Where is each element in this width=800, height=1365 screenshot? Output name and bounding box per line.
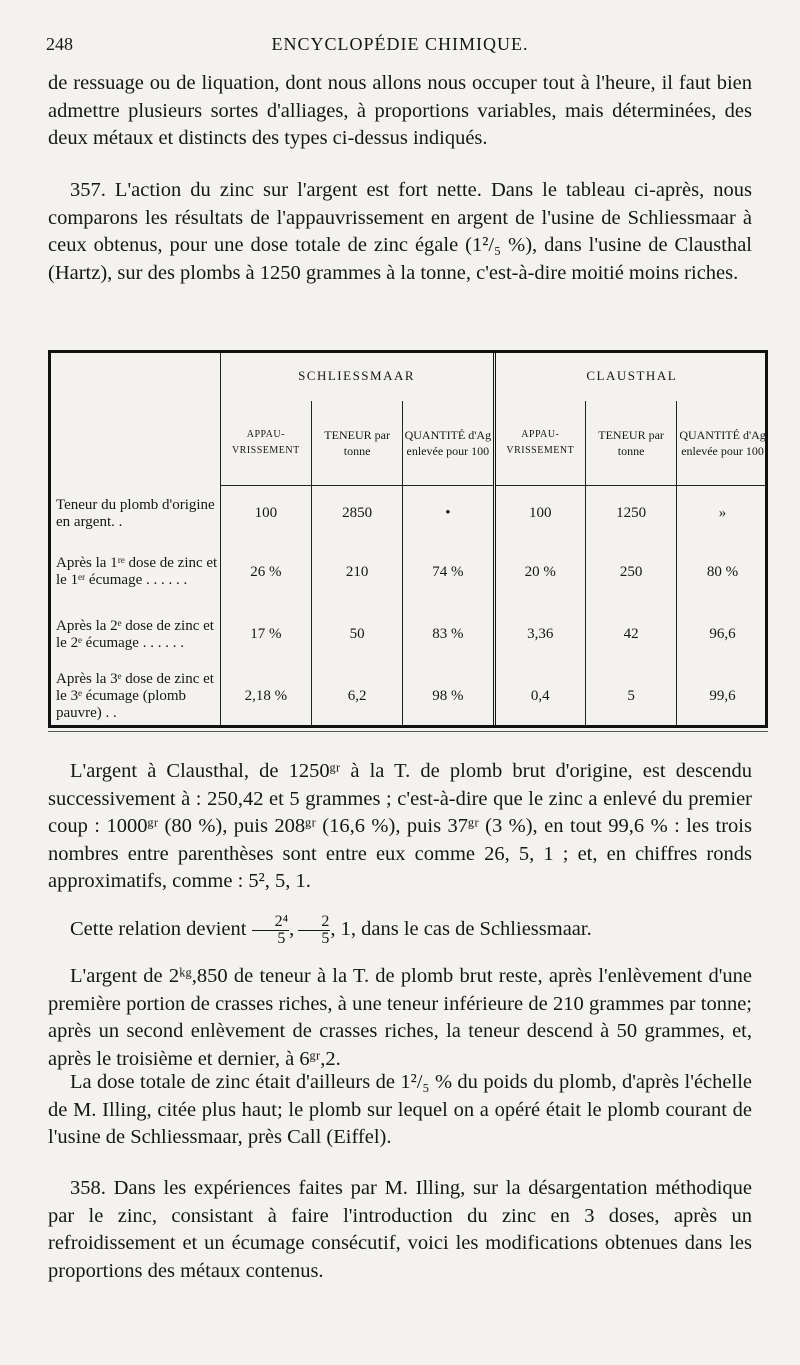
table-cell: 1250 xyxy=(586,486,677,542)
paragraph-4: Cette relation devient $\frac{\text{2⁴}}{5}$ , $\frac{2}{5}$ , 1, dans le cas de Schliessmaar. xyxy=(70,913,592,947)
table-cell: 250 xyxy=(586,541,677,603)
relation-line xyxy=(48,914,752,947)
col-header: APPAU-VRISSEMENT xyxy=(494,401,586,485)
table-cell: 42 xyxy=(586,604,677,666)
fraction-2 xyxy=(298,914,330,947)
table-cell: • xyxy=(403,486,494,542)
col-header: QUANTITÉ d'Ag enlevée pour 100 xyxy=(403,401,494,485)
table-cell: 98 % xyxy=(403,666,494,728)
paragraph-6: La dose totale de zinc était d'ailleurs de 1²/₅ % du poids du plomb, d'après l'échelle de M. Illing, citée plus haut; le plomb sur lequel on a opéré était le plomb courant de l'usine de Schliessmaar, près Call (Eiffel). xyxy=(48,1071,752,1148)
fraction-1 xyxy=(252,914,290,947)
table-cell: 100 xyxy=(494,486,586,542)
row-label: Après la 3ᵉ dose de zinc et le 3ᵉ écumage (plomb pauvre) . . xyxy=(56,671,214,722)
table-cell: 2850 xyxy=(312,486,403,542)
section-number-357: 357. xyxy=(70,179,106,201)
section-358 xyxy=(48,1175,752,1285)
section-number-358: 358. xyxy=(70,1177,106,1199)
section-clausthal-analysis xyxy=(48,758,752,896)
table-cell: 20 % xyxy=(494,541,586,603)
paragraph-intro xyxy=(48,70,752,153)
paragraph-357 xyxy=(48,177,752,287)
paragraph-3: L'argent à Clausthal, de 1250ᵍʳ à la T. de plomb brut d'origine, est descendu successivement à : 250,42 et 5 grammes ; c'est-à-dire que le zinc a enlevé du premier coup : 1000ᵍʳ (80 %), puis 208ᵍʳ (16,6 %), puis 37ᵍʳ (3 %), en tout 99,6 % : les trois nombres entre parenthèses sont entre eux comme 26, 5, 1 ; et, en chiffres ronds approximatifs, comme : 5², 5, 1. xyxy=(48,760,752,892)
table-cell: 26 % xyxy=(220,541,312,603)
fraction-1-denominator: 5 xyxy=(277,930,286,947)
relation-suffix: , 1, dans le cas de Schliessmaar. xyxy=(330,918,592,941)
relation-prefix: Cette relation devient xyxy=(70,918,252,941)
table-bottom-rule xyxy=(48,731,768,732)
table-cell: 100 xyxy=(220,486,312,542)
row-label: Après la 1ʳᵉ dose de zinc et le 1ᵉʳ écumage . . . . . . xyxy=(56,555,218,589)
fraction-2-denominator: 5 xyxy=(321,930,330,947)
table-cell: 210 xyxy=(312,541,403,603)
row-label: Teneur du plomb d'origine en argent. . xyxy=(56,496,215,530)
table-cell: 80 % xyxy=(677,541,768,603)
table-cell: 17 % xyxy=(220,604,312,666)
table-cell: 0,4 xyxy=(494,666,586,728)
col-header: APPAU-VRISSEMENT xyxy=(220,401,312,485)
page-header xyxy=(46,34,754,60)
col-header: QUANTITÉ d'Ag enlevée pour 100 xyxy=(677,401,768,485)
row-label: Après la 2ᵉ dose de zinc et le 2ᵉ écumage . . . . . . xyxy=(56,617,214,651)
section-357 xyxy=(48,177,752,287)
paragraph-358-text: Dans les expériences faites par M. Illing, sur la désargentation méthodique par le zinc, consistant à faire l'introduction du zinc en 3 doses, après un refroidissement et un écumage consécutif, voici les modifications obtenues dans les proportions des métaux contenus. xyxy=(48,1177,752,1282)
table-cell: 74 % xyxy=(403,541,494,603)
table-cell: 5 xyxy=(586,666,677,728)
paragraph-5: L'argent de 2ᵏᵍ,850 de teneur à la T. de plomb brut reste, après l'enlèvement d'une première portion de crasses riches, à une teneur inférieure de 210 grammes par tonne; après un second enlèvement de crasses riches, la teneur descend à 50 grammes, et, après le troisième et dernier, à 6ᵍʳ,2. xyxy=(48,965,752,1070)
running-title: ENCYCLOPÉDIE CHIMIQUE. xyxy=(271,34,529,54)
fraction-2-numerator: 2 xyxy=(298,914,330,931)
table-cell: » xyxy=(677,486,768,542)
table-cell: 99,6 xyxy=(677,666,768,728)
group-header-clausthal: CLAUSTHAL xyxy=(494,350,768,401)
paragraph-357-text: L'action du zinc sur l'argent est fort nette. Dans le tableau ci-après, nous comparons les résultats de l'appauvrissement en argent de l'usine de Schliessmaar à ceux obtenus, pour une dose totale de zinc égale (1²/₅ %), dans l'usine de Clausthal (Hartz), sur des plombs à 1250 grammes à la tonne, c'est-à-dire moitié moins riches. xyxy=(48,179,752,284)
table-frame xyxy=(48,350,768,728)
col-header: TENEUR par tonne xyxy=(586,401,677,485)
paragraph-1: de ressuage ou de liquation, dont nous allons nous occuper tout à l'heure, il faut bien admettre plusieurs sortes d'alliages, à proportions variables, mais déterminées, des deux métaux et distincts des types ci-dessus indiqués. xyxy=(48,72,752,149)
group-header-schliessmaar: SCHLIESSMAAR xyxy=(220,350,494,401)
table-cell: 83 % xyxy=(403,604,494,666)
table-cell: 6,2 xyxy=(312,666,403,728)
section-zinc-dose xyxy=(48,1069,752,1152)
table-cell: 50 xyxy=(312,604,403,666)
paragraph-358 xyxy=(48,1175,752,1285)
col-header: TENEUR par tonne xyxy=(312,401,403,485)
page-number: 248 xyxy=(46,34,73,54)
fraction-1-numerator: 2⁴ xyxy=(252,914,290,931)
table-cell: 2,18 % xyxy=(220,666,312,728)
table-cell: 96,6 xyxy=(677,604,768,666)
section-schliessmaar-analysis xyxy=(48,963,752,1073)
table-cell: 3,36 xyxy=(494,604,586,666)
